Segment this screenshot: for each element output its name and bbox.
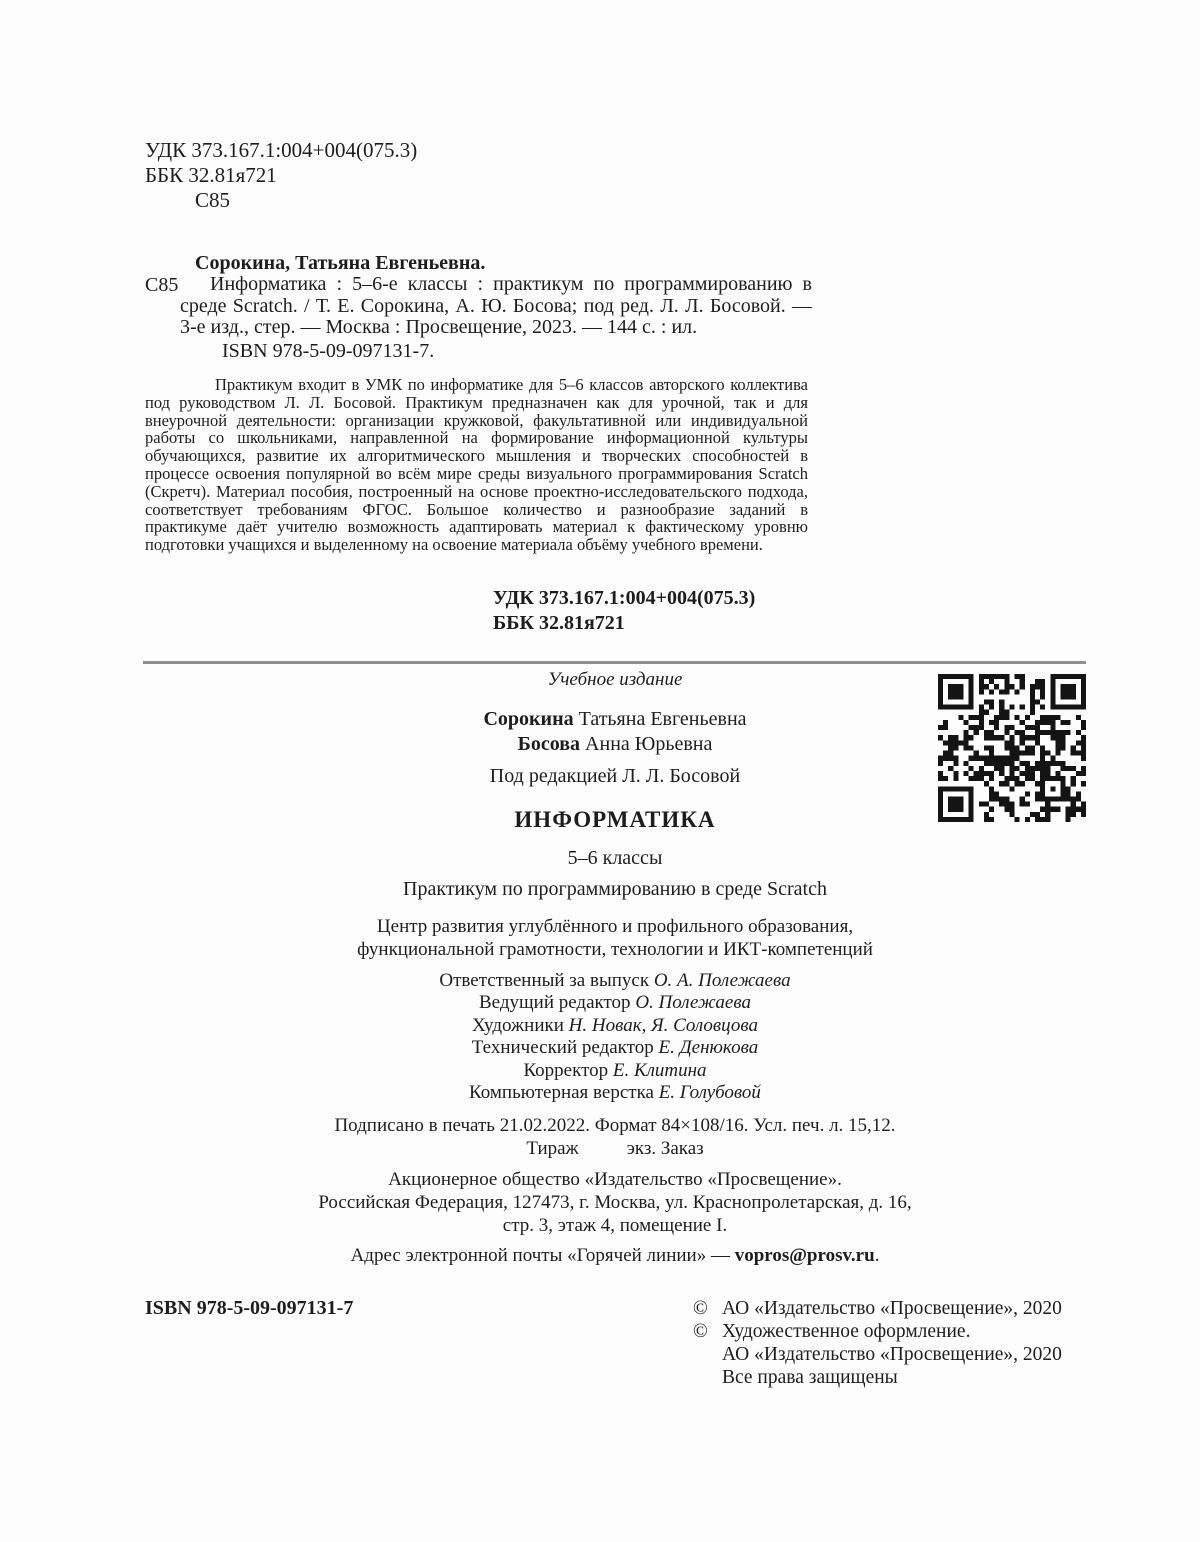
top-classification-codes — [145, 138, 417, 213]
publisher-line: стр. 3, этаж 4, помещение I. — [502, 1214, 728, 1236]
credit-role: Технический редактор — [471, 1037, 659, 1059]
credit-line — [145, 992, 1085, 1014]
copyright-text: Все права защищены — [722, 1367, 898, 1388]
copyright-mark — [693, 1366, 722, 1389]
copyright-text: АО «Издательство «Просвещение», 2020 — [722, 1298, 1062, 1319]
author-line — [145, 732, 1085, 757]
hotline-email-suffix: . — [874, 1245, 880, 1267]
credit-role: Ведущий редактор — [479, 992, 636, 1014]
bibliographic-description: Информатика : 5–6-е классы : практикум по программированию в среде Scratch. / Т. Е. Сорокина, А. Ю. Босова; под ред. Л. Л. Босовой. — 3-е изд., стер. — Москва : Просвещение, 2023. — 144 с. : ил. — [180, 273, 812, 338]
book-title: ИНФОРМАТИКА — [514, 807, 716, 832]
publishing-department — [145, 915, 1085, 961]
hotline-email-prefix: Адрес электронной почты «Горячей линии» — — [350, 1245, 735, 1267]
author-surname: Босова — [517, 733, 581, 755]
hotline-email-line — [145, 1245, 1085, 1267]
publisher-line: Акционерное общество «Издательство «Просвещение». — [388, 1169, 842, 1191]
credit-role: Ответственный за выпуск — [439, 970, 654, 991]
annotation-text: Практикум входит в УМК по информатике для 5–6 классов авторского коллектива под руководством Л. Л. Босовой. Практикум предназначен как для урочной, так и для внеурочной деятельности: организации кружковой, факультативной или индивидуальной работы со школьниками, направленной на формирование информационной культуры обучающихся, развитие их алгоритмического мышления и творческих способностей в процессе освоения популярной во всём мире среды визуального программирования Scratch (Скретч). Материал пособия, построенный на основе проектно-исследовательского подхода, соответствует требованиям ФГОС. Большое количество и разнообразие заданий в практикуме даёт учителю возможность адаптировать материал к фактическому уровню подготовки учащихся и выделенному на освоение материала объёму учебного времени. — [145, 375, 808, 555]
udc-code-bold: УДК 373.167.1:004+004(075.3) — [493, 587, 756, 609]
copyright-mark — [693, 1343, 722, 1366]
author-given-name: Татьяна Евгеньевна — [573, 708, 747, 730]
book-subtitle: Практикум по программированию в среде Scratch — [403, 878, 827, 900]
horizontal-divider — [143, 661, 1086, 664]
grades-line: 5–6 классы — [567, 847, 663, 869]
classification-codes-right — [493, 586, 755, 636]
print-info — [145, 1114, 1085, 1160]
catalog-author-heading: Сорокина, Татьяна Евгеньевна. — [195, 252, 486, 274]
catalog-card — [145, 252, 812, 363]
copyright-line — [693, 1320, 1062, 1343]
credit-line — [145, 1015, 1085, 1037]
copyright-text: АО «Издательство «Просвещение», 2020 — [722, 1344, 1062, 1365]
catalog-isbn: ISBN 978-5-09-097131-7. — [222, 339, 435, 362]
print-run-label: Тираж — [526, 1138, 579, 1160]
edition-type-label: Учебное издание — [547, 669, 683, 690]
udc-code: УДК 373.167.1:004+004(075.3) — [145, 138, 418, 162]
credit-person: О. А. Полежаева — [653, 970, 791, 991]
credit-person: Е. Клитина — [612, 1059, 707, 1081]
catalog-index-label: С85 — [145, 274, 179, 296]
author-given-name: Анна Юрьевна — [580, 733, 713, 755]
credit-person: Н. Новак, Я. Соловцова — [568, 1014, 759, 1036]
credit-line — [145, 1082, 1085, 1104]
authors-block — [145, 707, 1085, 757]
footer-isbn: ISBN 978-5-09-097131-7 — [145, 1297, 354, 1319]
credit-person: Е. Денюкова — [658, 1037, 759, 1059]
copyright-block — [693, 1297, 1062, 1389]
publisher-address — [145, 1169, 1085, 1237]
print-order-label: экз. Заказ — [626, 1138, 704, 1160]
credit-role: Художники — [471, 1014, 569, 1036]
print-run-line — [145, 1137, 1085, 1160]
credit-line — [145, 1037, 1085, 1059]
copyright-mark: © — [693, 1298, 708, 1319]
copyright-line — [693, 1366, 1062, 1389]
author-surname: Сорокина — [483, 708, 574, 730]
hotline-email-address: vopros@prosv.ru — [734, 1245, 875, 1267]
credit-person: Е. Голубовой — [658, 1082, 761, 1104]
author-index-code: С85 — [195, 188, 231, 212]
copyright-line — [693, 1297, 1062, 1320]
print-info-line: Подписано в печать 21.02.2022. Формат 84×108/16. Усл. печ. л. 15,12. — [334, 1115, 896, 1137]
department-line: Центр развития углублённого и профильного образования, — [376, 916, 854, 937]
copyright-text: Художественное оформление. — [722, 1321, 971, 1342]
department-line: функциональной грамотности, технологии и ИКТ-компетенций — [357, 939, 873, 960]
copyright-line — [693, 1343, 1062, 1366]
author-line — [145, 707, 1085, 732]
credit-line — [145, 1060, 1085, 1082]
credit-role: Компьютерная верстка — [469, 1082, 659, 1104]
bbk-code: ББК 32.81я721 — [145, 163, 277, 187]
staff-credits — [145, 970, 1085, 1104]
bbk-code-bold: ББК 32.81я721 — [493, 612, 625, 634]
credit-person: О. Полежаева — [635, 992, 751, 1014]
edited-by-line: Под редакцией Л. Л. Босовой — [489, 765, 741, 787]
publisher-line: Российская Федерация, 127473, г. Москва, ул. Краснопролетарская, д. 16, — [318, 1192, 912, 1214]
credit-line — [145, 970, 1085, 992]
copyright-mark: © — [693, 1321, 708, 1342]
colophon-column — [145, 669, 1085, 1267]
credit-role: Корректор — [523, 1059, 613, 1081]
